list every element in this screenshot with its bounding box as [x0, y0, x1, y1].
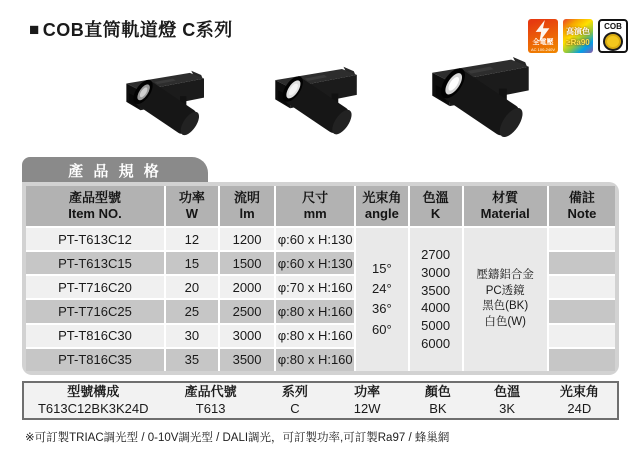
header-zh: 材質: [492, 189, 519, 205]
header-zh: 功率: [178, 189, 205, 205]
cell-size: φ:80 x H:160: [276, 325, 354, 347]
cell-note: [549, 252, 615, 274]
material-line: PC透鏡: [485, 284, 525, 297]
material-line: 壓鑄鋁合金: [476, 269, 534, 282]
cct-value: 3000: [421, 265, 451, 281]
cob-badge-label: COB: [604, 22, 622, 31]
cell-watt: 15: [166, 252, 218, 274]
product-image-small: [108, 64, 228, 158]
page-title-text: COB直筒軌道燈 C系列: [42, 20, 233, 40]
footer-note: ※可訂製TRIAC調光型 / 0-10V調光型 / DALI調光，可訂製功率,可訂製Ra97 / 蜂巢網: [25, 432, 450, 444]
header-zh: 流明: [234, 189, 261, 205]
cell-size: φ:80 x H:160: [276, 300, 354, 322]
model-composition-table: [22, 381, 619, 420]
full-voltage-badge: [528, 19, 558, 53]
header-en: Item NO.: [68, 206, 122, 221]
cell-item-no: PT-T613C15: [26, 252, 164, 274]
cct-value: 6000: [421, 335, 451, 351]
spec-table-frame: [22, 182, 619, 375]
header-en: mm: [303, 206, 327, 221]
spec-table-section: [22, 157, 619, 375]
header-watt: [166, 186, 218, 226]
title-square-icon: ■: [29, 19, 40, 39]
cell-size: φ:60 x H:130: [276, 252, 354, 274]
header-zh: 尺寸: [302, 189, 329, 205]
cct-value: 3500: [421, 282, 451, 298]
cell-item-no: PT-T716C25: [26, 300, 164, 322]
header-zh: 備註: [568, 189, 595, 205]
spec-section-tab: 產 品 規 格: [22, 157, 208, 184]
spec-table: [26, 186, 615, 371]
header-cct: [410, 186, 462, 226]
header-material: [464, 186, 547, 226]
header-zh: 光束角: [362, 189, 402, 205]
cell-lumen: 2500: [220, 300, 275, 322]
cct-value: 4000: [421, 300, 451, 316]
model-value: BK: [429, 400, 447, 416]
merged-material-cell: [464, 228, 547, 371]
header-zh: 產品型號: [68, 189, 121, 205]
cell-note: [549, 325, 615, 347]
model-col-composition: [24, 384, 162, 417]
header-en: Material: [480, 206, 530, 221]
header-note: [549, 186, 615, 226]
high-cri-badge: [563, 19, 593, 53]
model-col-color: [403, 384, 472, 417]
cct-value: 5000: [421, 318, 451, 334]
model-col-cct: [473, 384, 542, 417]
cob-led-circle-icon: [603, 32, 623, 51]
model-label: 色溫: [494, 384, 521, 400]
high-cri-sub: ≥Ra90: [566, 37, 590, 47]
header-size: [276, 186, 354, 226]
header-en: angle: [364, 206, 399, 221]
material-line: 黑色(BK): [482, 300, 529, 313]
cell-size: φ:60 x H:130: [276, 228, 354, 250]
model-label: 顏色: [424, 384, 451, 400]
cell-size: φ:70 x H:160: [276, 276, 354, 298]
angle-value: 36°: [372, 301, 392, 317]
certification-badges: [528, 19, 628, 53]
full-voltage-sub: AC 100-240V: [530, 47, 555, 52]
model-label: 功率: [354, 384, 381, 400]
product-image-medium: [256, 60, 382, 158]
merged-cct-cell: [410, 228, 462, 371]
model-value: 24D: [567, 400, 592, 416]
cell-watt: 25: [166, 300, 218, 322]
model-col-series: [259, 384, 331, 417]
model-value: 12W: [353, 400, 381, 416]
cell-note: [549, 300, 615, 322]
material-line: 白色(W): [484, 316, 526, 328]
cell-size: φ:80 x H:160: [276, 349, 354, 371]
model-label: 產品代號: [184, 384, 237, 400]
product-image-large: [404, 50, 564, 164]
cell-item-no: PT-T716C20: [26, 276, 164, 298]
cell-watt: 35: [166, 349, 218, 371]
model-col-product-code: [162, 384, 258, 417]
model-label: 光束角: [559, 384, 599, 400]
cell-lumen: 3500: [220, 349, 275, 371]
header-item-no: [26, 186, 164, 226]
model-value: T613C12BK3K24D: [37, 400, 149, 416]
model-label: 系列: [281, 384, 308, 400]
model-value: T613: [195, 400, 226, 416]
cell-lumen: 3000: [220, 325, 275, 347]
model-value: C: [290, 400, 300, 416]
cell-item-no: PT-T613C12: [26, 228, 164, 250]
model-value: 3K: [499, 400, 516, 416]
model-label: 型號構成: [67, 384, 120, 400]
cell-lumen: 2000: [220, 276, 275, 298]
cell-watt: 12: [166, 228, 218, 250]
merged-beam-angle-cell: [356, 228, 408, 371]
model-col-beam-angle: [542, 384, 617, 417]
angle-value: 24°: [372, 281, 392, 297]
cell-item-no: PT-T816C30: [26, 325, 164, 347]
cell-lumen: 1500: [220, 252, 275, 274]
header-en: Note: [567, 206, 597, 221]
header-zh: 色溫: [422, 189, 449, 205]
full-voltage-label: 全電壓: [532, 39, 554, 46]
cell-note: [549, 228, 615, 250]
header-angle: [356, 186, 408, 226]
cell-item-no: PT-T816C35: [26, 349, 164, 371]
cell-watt: 30: [166, 325, 218, 347]
page-title: [29, 16, 233, 42]
cell-note: [549, 349, 615, 371]
cell-watt: 20: [166, 276, 218, 298]
header-en: K: [430, 206, 441, 221]
cell-lumen: 1200: [220, 228, 275, 250]
cob-badge: [598, 19, 628, 53]
angle-value: 15°: [372, 261, 392, 277]
cell-note: [549, 276, 615, 298]
high-cri-label: 高演色: [566, 26, 590, 36]
header-en: W: [185, 206, 199, 221]
model-col-power: [331, 384, 403, 417]
header-lumen: [220, 186, 275, 226]
header-en: lm: [239, 206, 255, 221]
cct-value: 2700: [421, 247, 451, 263]
angle-value: 60°: [372, 321, 392, 337]
